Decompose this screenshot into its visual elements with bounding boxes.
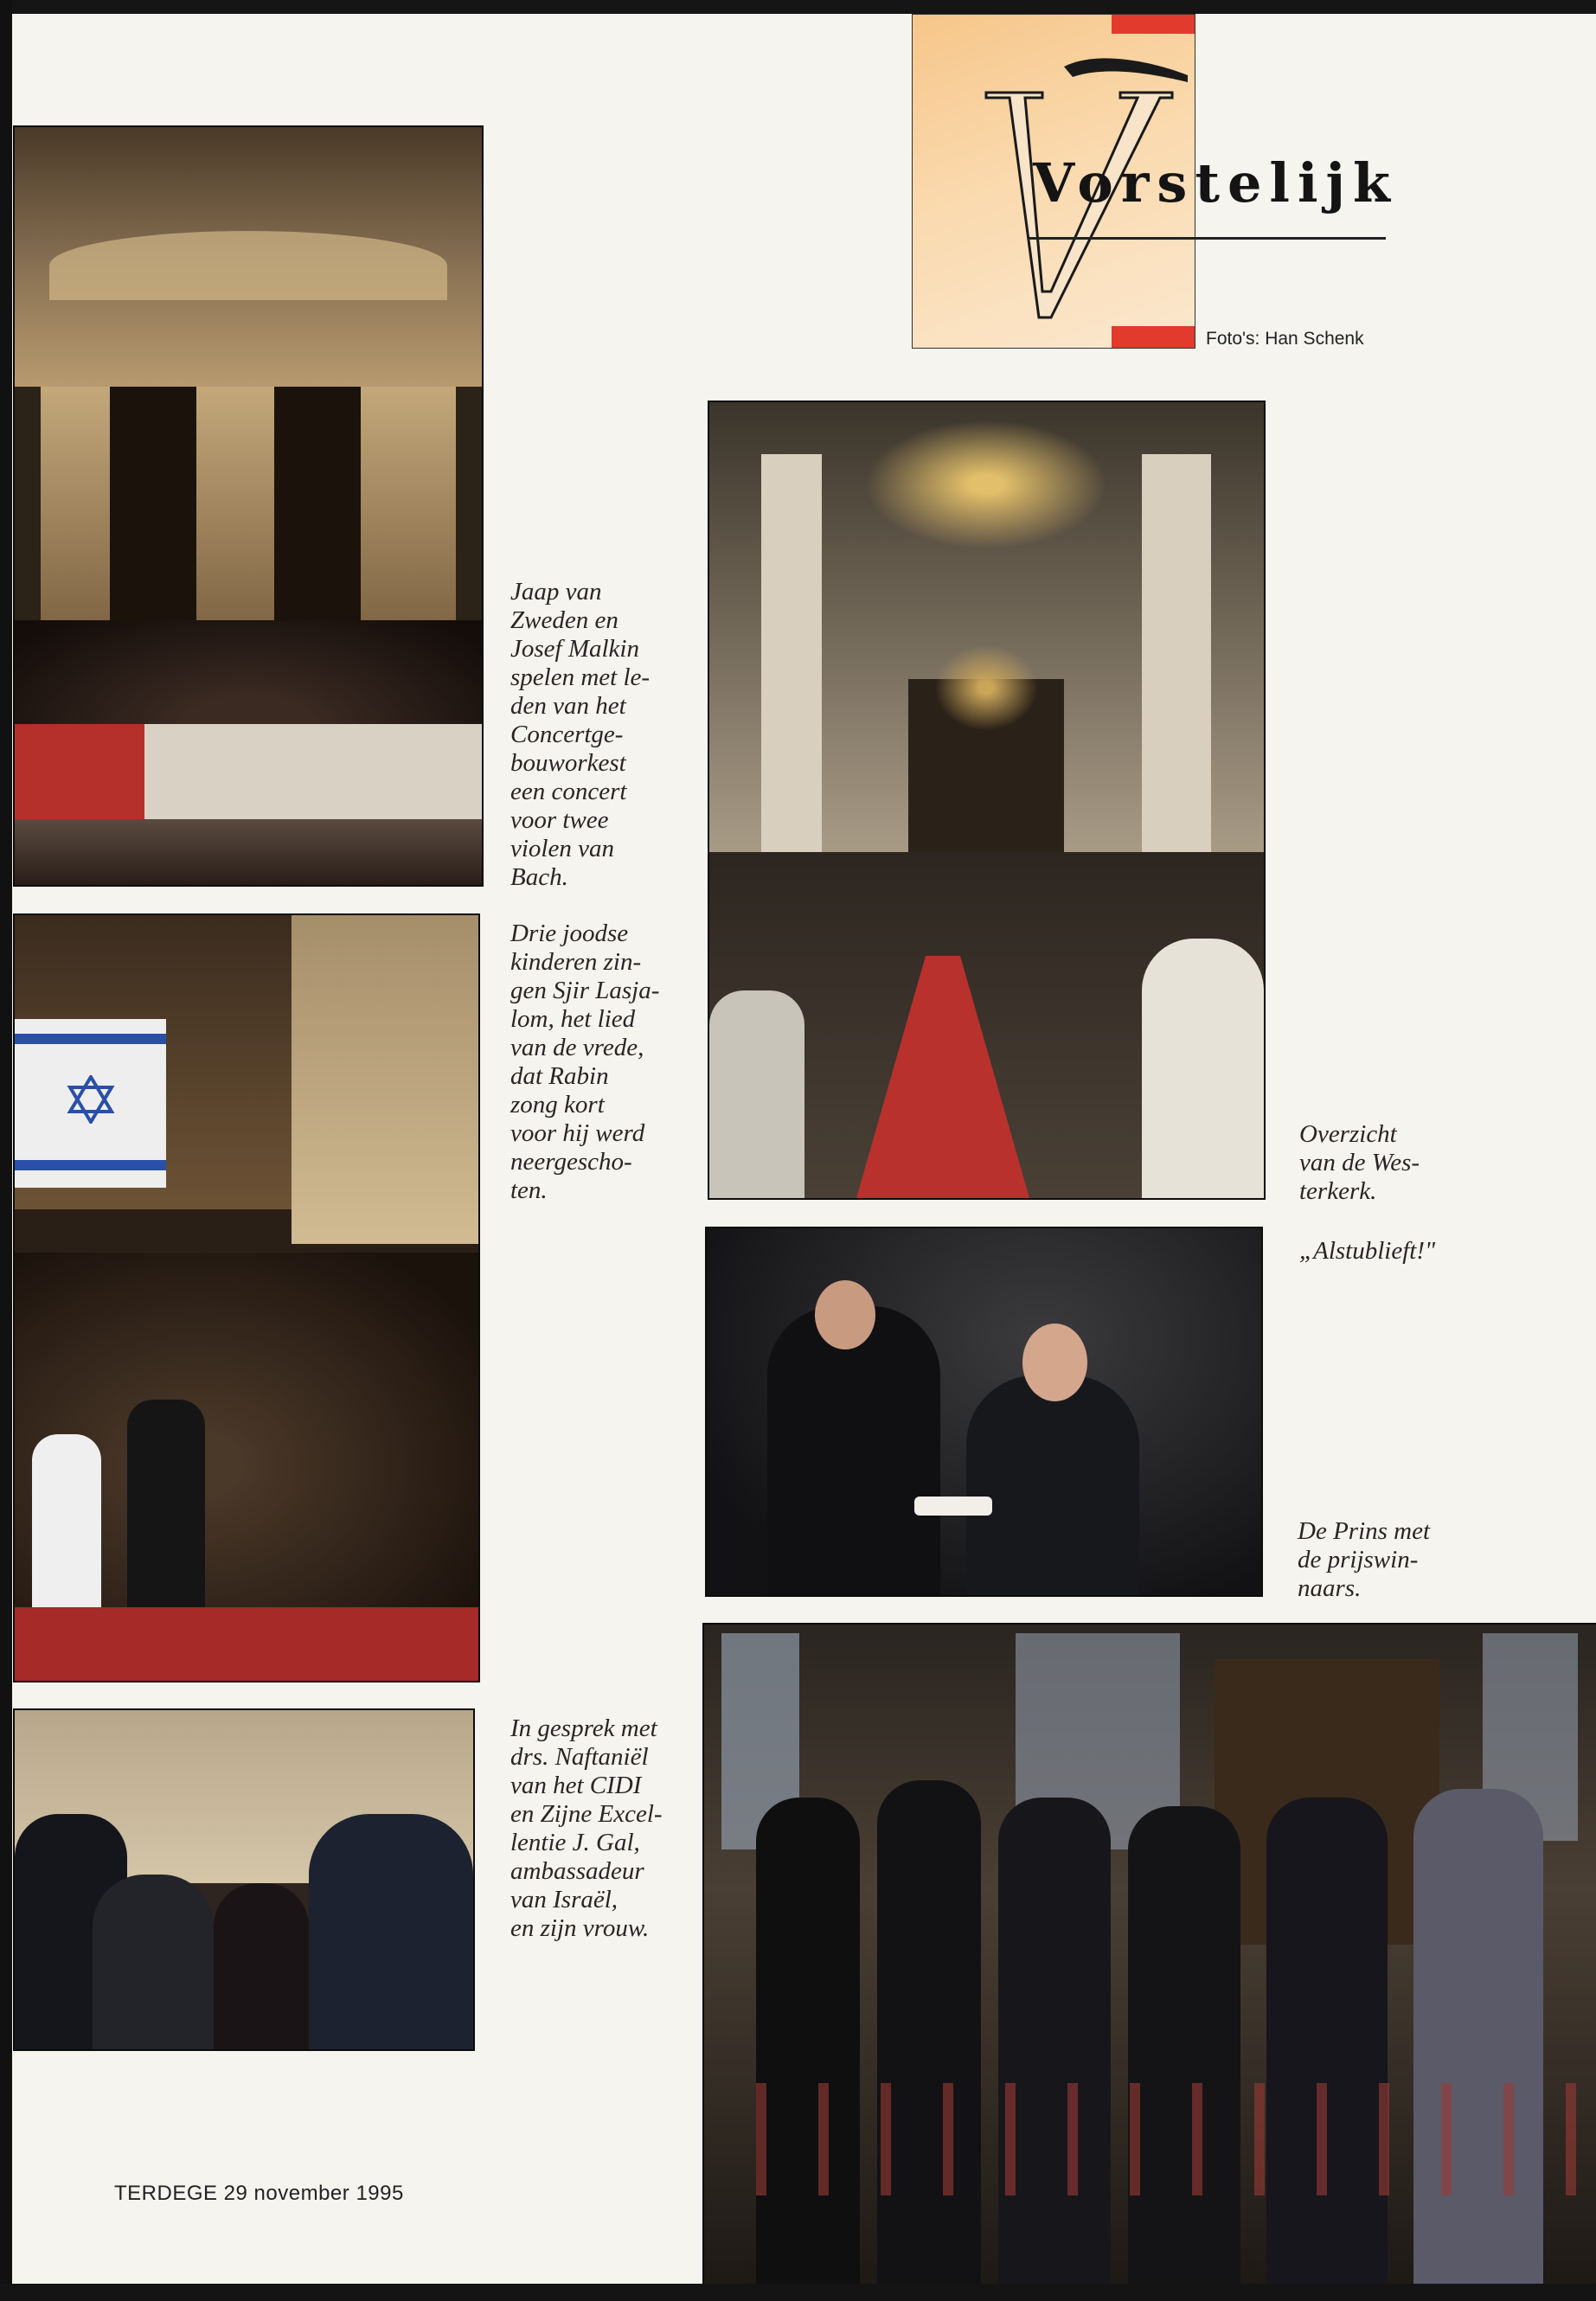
caption-line: zong kort: [510, 1091, 605, 1118]
caption-line: spelen met le-: [510, 663, 651, 691]
caption-line: van de vrede,: [510, 1034, 644, 1061]
caption-line: gen Sjir Lasja-: [510, 977, 660, 1004]
caption-overview: [1299, 1120, 1420, 1206]
caption-line: ten.: [510, 1176, 548, 1204]
title-rule: [1029, 237, 1386, 240]
caption-line: Concertge-: [510, 721, 624, 748]
footer-issue: TERDEGE 29 november 1995: [114, 2182, 404, 2205]
caption-line: en zijn vrouw.: [510, 1914, 650, 1942]
caption-line: de prijswin-: [1298, 1546, 1419, 1574]
caption-line: Zweden en: [510, 606, 619, 634]
caption-line: van de Wes-: [1299, 1149, 1420, 1176]
photo-prize-winners: [702, 1623, 1596, 2289]
caption-line: In gesprek met: [510, 1715, 657, 1742]
caption-line: lentie J. Gal,: [510, 1829, 640, 1856]
caption-line: violen van: [510, 835, 614, 862]
caption-line: Drie joodse: [510, 920, 629, 947]
caption-concert: [510, 578, 650, 892]
caption-line: terkerk.: [1299, 1177, 1377, 1205]
star-of-david-icon: [67, 1075, 115, 1124]
photo-concert-hall: [13, 125, 484, 887]
caption-line: van Israël,: [510, 1886, 619, 1913]
caption-line: bouworkest: [510, 749, 626, 777]
caption-line: dat Rabin: [510, 1062, 609, 1090]
caption-line: voor twee: [510, 806, 609, 834]
caption-line: „Alstublieft!": [1299, 1237, 1436, 1265]
caption-children: [510, 920, 659, 1205]
caption-line: Bach.: [510, 863, 568, 891]
caption-line: en Zijne Excel-: [510, 1800, 663, 1828]
caption-line: een concert: [510, 778, 627, 805]
photo-children-singing: [13, 913, 480, 1682]
bottom-edge: [0, 2284, 1596, 2301]
caption-line: Jaap van: [510, 578, 602, 606]
photo-prince-award: [705, 1227, 1263, 1597]
caption-line: drs. Naftaniël: [510, 1743, 649, 1771]
photo-westerkerk-overview: [708, 401, 1266, 1200]
caption-line: Josef Malkin: [510, 635, 639, 663]
caption-prince: [1298, 1517, 1430, 1603]
photo-credit: Foto's: Han Schenk: [1206, 329, 1364, 349]
left-edge: [0, 0, 12, 2301]
caption-please: [1299, 1237, 1435, 1266]
caption-line: neergescho-: [510, 1148, 632, 1176]
caption-line: kinderen zin-: [510, 948, 642, 976]
caption-line: van het CIDI: [510, 1772, 642, 1799]
caption-line: lom, het lied: [510, 1005, 636, 1033]
page-title: Vorstelijk: [1033, 151, 1398, 215]
caption-line: Overzicht: [1299, 1120, 1397, 1148]
caption-line: ambassadeur: [510, 1857, 644, 1885]
caption-line: De Prins met: [1298, 1517, 1431, 1545]
caption-line: den van het: [510, 692, 626, 720]
caption-line: naars.: [1298, 1574, 1362, 1602]
caption-line: voor hij werd: [510, 1119, 645, 1147]
top-edge: [0, 0, 1596, 14]
caption-conversation: [510, 1715, 663, 1943]
photo-conversation: [13, 1708, 475, 2051]
